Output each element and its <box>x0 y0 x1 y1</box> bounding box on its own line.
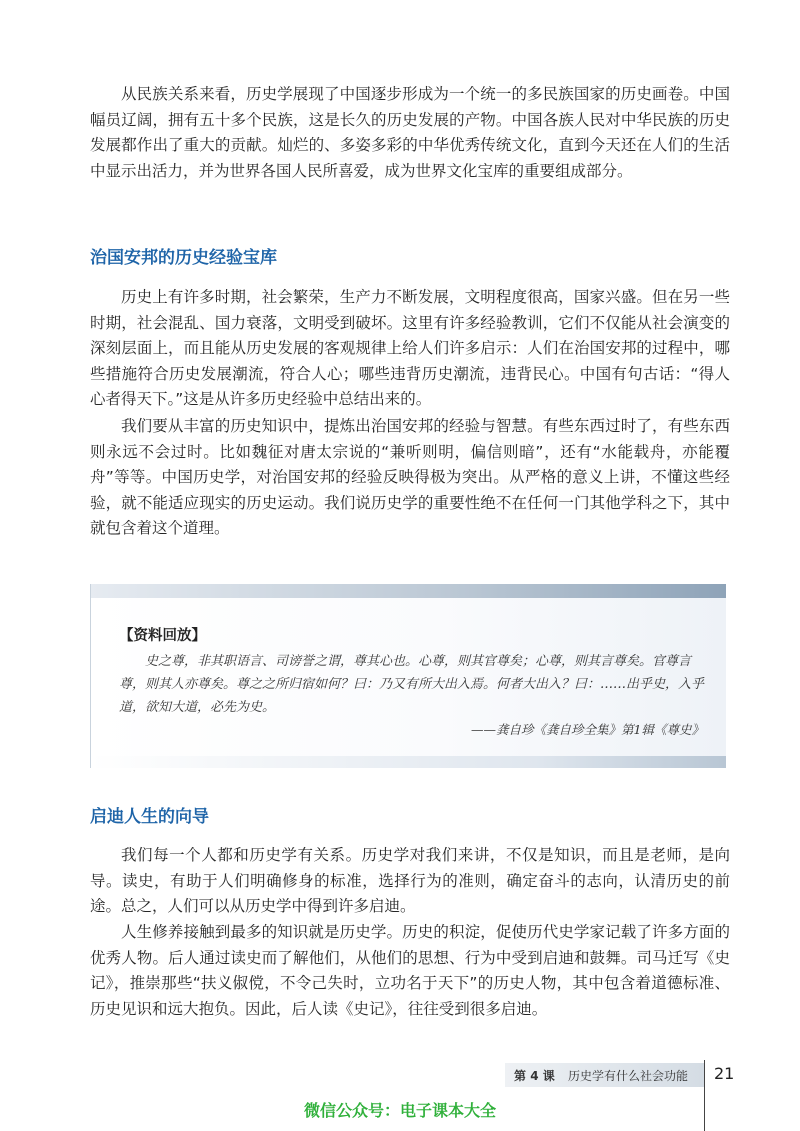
guide-paragraph-1: 我们每一个人都和历史学有关系。历史学对我们来讲，不仅是知识，而且是老师，是向导。读史，有助于人们明确修身的标准，选择行为的准则，确定奋斗的志向，认清历史的前途。总之，人们可以从历史学中得到许多启迪。 <box>90 846 730 915</box>
section-heading-guide: 启迪人生的向导 <box>90 807 209 827</box>
footer-lesson-label: 第 4 课 <box>514 1069 555 1083</box>
guide-paragraph-2: 人生修养接触到最多的知识就是历史学。历史的积淀，促使历代史学家记载了许多方面的优秀人物。后人通过读史而了解他们，从他们的思想、行为中受到启迪和鼓舞。司马迁写《史记》，推崇那些“扶义俶傥，不令己失时，立功名于天下”的历史人物，其中包含着道德标准、历史见识和远大抱负。因此，后人读《史记》，往往受到很多启迪。 <box>90 923 730 1018</box>
section-heading-governance: 治国安邦的历史经验宝库 <box>90 248 277 268</box>
watermark: 微信公众号：电子课本大全 <box>303 1101 496 1120</box>
box-title: 【资料回放】 <box>119 628 206 644</box>
governance-paragraph-1: 历史上有许多时期，社会繁荣，生产力不断发展，文明程度很高，国家兴盛。但在另一些时期，社会混乱、国力衰落，文明受到破坏。这里有许多经验教训，它们不仅能从社会演变的深刻层面上，而且能从历史发展的客观规律上给人们许多启示：人们在治国安邦的过程中，哪些措施符合历史发展潮流，符合人心；哪些违背历史潮流，违背民心。中国有句古话：“得人心者得天下。”这是从许多历史经验中总结出来的。 <box>90 288 730 408</box>
source-material-box <box>90 584 726 768</box>
box-source: ——龚自珍《龚自珍全集》第1辑《尊史》 <box>471 722 704 737</box>
page-number: 21 <box>714 1064 735 1083</box>
governance-paragraph-2: 我们要从丰富的历史知识中，提炼出治国安邦的经验与智慧。有些东西过时了，有些东西则永远不会过时。比如魏征对唐太宗说的“兼听则明，偏信则暗”，还有“水能载舟，亦能覆舟”等等。中国历史学，对治国安邦的经验反映得极为突出。从严格的意义上讲，不懂这些经验，就不能适应现实的历史运动。我们说历史学的重要性绝不在任何一门其他学科之下，其中就包含着这个道理。 <box>90 417 730 537</box>
box-quote: 史之尊，非其职语言、司谤誉之谓，尊其心也。心尊，则其官尊矣；心尊，则其言尊矣。官尊言尊，则其人亦尊矣。尊之之所归宿如何？曰：乃又有所大出入焉。何者大出入？曰：……出乎史，入乎道，欲知大道，必先为史。 <box>119 654 705 715</box>
box-top-bar <box>91 584 726 598</box>
intro-paragraph: 从民族关系来看，历史学展现了中国逐步形成为一个统一的多民族国家的历史画卷。中国幅员辽阔，拥有五十多个民族，这是长久的历史发展的产物。中国各族人民对中华民族的历史发展都作出了重大的贡献。灿烂的、多姿多彩的中华优秀传统文化，直到今天还在人们的生活中显示出活力，并为世界各国人民所喜爱，成为世界文化宝库的重要组成部分。 <box>90 85 730 180</box>
box-bottom-bar <box>91 756 726 768</box>
footer-lesson-title: 历史学有什么社会功能 <box>568 1069 689 1083</box>
